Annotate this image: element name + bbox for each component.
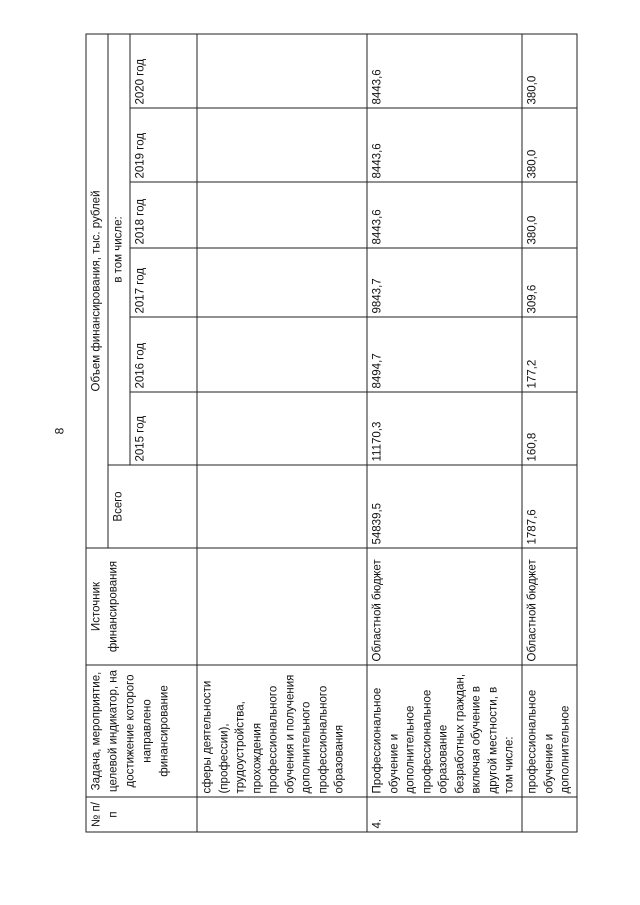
header-year: 2018 год [130,182,197,248]
cell-value: 309,6 [522,248,577,317]
cell-source [197,548,367,665]
cell-value: 9843,7 [367,248,522,317]
cell-task: сферы деятельности (профессии), трудоустройства, прохождения профессионального обучения и получения дополнительного профессионального образования [197,665,367,797]
cell-value: 11170,3 [367,392,522,465]
cell-value: 160,8 [522,392,577,465]
cell-value: 380,0 [522,108,577,182]
cell-total: 1787,6 [522,465,577,548]
cell-value: 8443,6 [367,182,522,248]
header-year: 2015 год [130,392,197,465]
cell-num [197,797,367,832]
header-year: 2017 год [130,248,197,317]
cell-value: 8443,6 [367,108,522,182]
header-volume: Объем финансирования, тыс. рублей [86,33,108,547]
cell-source: Областной бюджет [367,548,522,665]
cell-value [197,248,367,317]
header-year: 2016 год [130,317,197,392]
cell-num [522,797,577,832]
cell-total [197,465,367,548]
cell-num: 4. [367,797,522,832]
cell-value [197,182,367,248]
financing-table [85,33,577,832]
table-row [197,33,367,831]
cell-task: профессиональное обучение и дополнительное [522,665,577,797]
header-num: № п/п [86,797,197,832]
cell-value [197,33,367,107]
cell-value: 380,0 [522,182,577,248]
cell-value: 8443,6 [367,33,522,107]
cell-source: Областной бюджет [522,548,577,665]
header-task: Задача, мероприятие, целевой индикатор, на достижение которого направлено финансирование [86,665,197,797]
cell-task: Профессиональное обучение и дополнительное профессиональное образование безработных граждан, включая обучение в другой местности, в том числе: [367,665,522,797]
header-source: Источник финансирования [86,548,197,665]
cell-value: 380,0 [522,33,577,107]
cell-value: 177,2 [522,317,577,392]
page-number: 8 [52,427,67,435]
cell-value [197,317,367,392]
header-total: Всего [108,465,197,548]
rotated-table-container [85,34,572,832]
cell-value [197,108,367,182]
header-year: 2019 год [130,108,197,182]
header-including: в том числе: [108,33,130,464]
cell-value: 8494,7 [367,317,522,392]
table-row [367,33,522,831]
cell-value [197,392,367,465]
header-year: 2020 год [130,33,197,107]
table-row [522,33,577,831]
cell-total: 54839,5 [367,465,522,548]
